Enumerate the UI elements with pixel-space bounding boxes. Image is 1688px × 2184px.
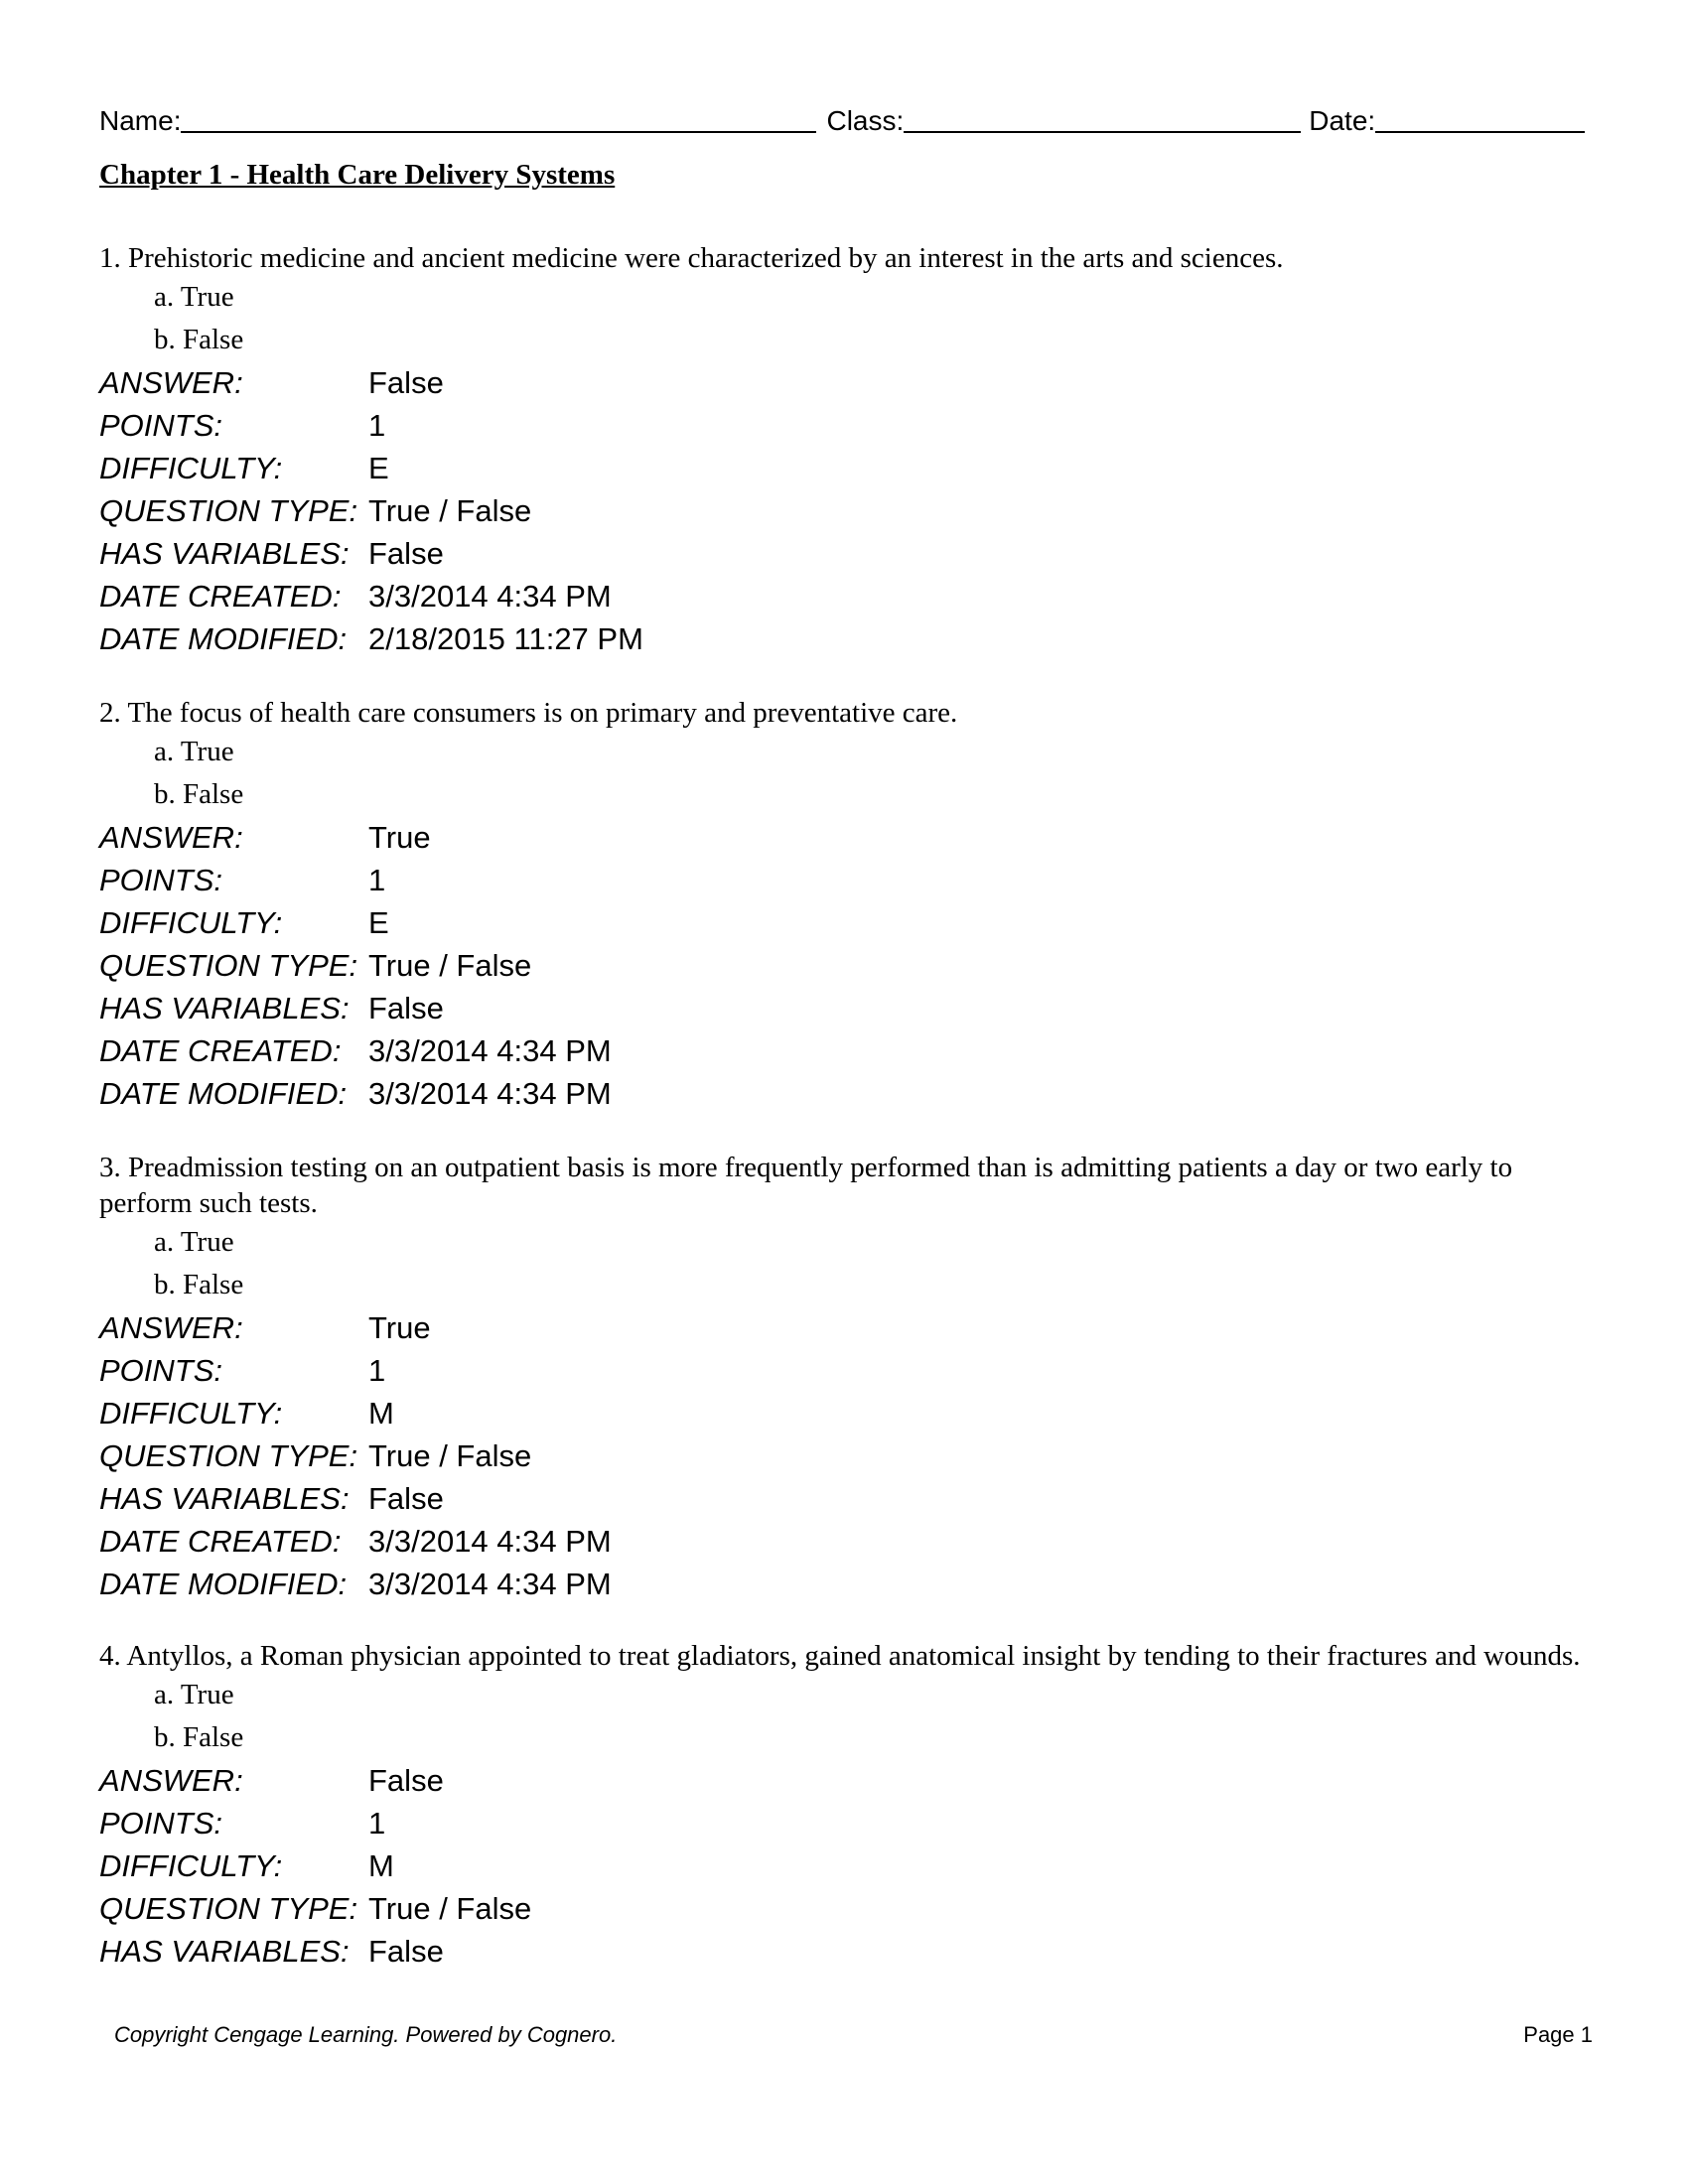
meta-value: 3/3/2014 4:34 PM	[368, 1076, 612, 1111]
choice-true: a. True	[154, 1679, 234, 1710]
meta-label: QUESTION TYPE:	[99, 1438, 358, 1473]
question-4	[99, 1638, 1589, 1973]
meta-value: 2/18/2015 11:27 PM	[368, 621, 643, 656]
meta-difficulty	[99, 1844, 1589, 1887]
meta-value: 1	[368, 863, 386, 897]
meta-label: ANSWER:	[99, 1310, 243, 1345]
meta-label: HAS VARIABLES:	[99, 1934, 350, 1969]
footer-copyright: Copyright Cengage Learning. Powered by Cognero.	[114, 2022, 618, 2047]
meta-value: True / False	[368, 948, 532, 983]
meta-label: DIFFICULTY:	[99, 905, 283, 940]
question-text: 4. Antyllos, a Roman physician appointed to treat gladiators, gained anatomical insight by tending to their fractures and wounds.	[99, 1640, 1581, 1672]
meta-points	[99, 859, 1589, 901]
meta-difficulty	[99, 901, 1589, 944]
meta-label: HAS VARIABLES:	[99, 1481, 350, 1516]
class-blank-line	[904, 101, 1301, 133]
meta-has-variables	[99, 1930, 1589, 1973]
meta-value: True / False	[368, 493, 532, 528]
meta-label: DATE CREATED:	[99, 579, 342, 614]
name-blank-line	[181, 101, 816, 133]
meta-question-type	[99, 944, 1589, 987]
meta-label: ANSWER:	[99, 820, 243, 855]
meta-difficulty	[99, 1392, 1589, 1434]
choice-false: b. False	[154, 324, 244, 355]
meta-value: 1	[368, 1806, 386, 1841]
question-3	[99, 1150, 1589, 1605]
choice-false: b. False	[154, 1721, 244, 1753]
meta-value: True / False	[368, 1438, 532, 1473]
question-text: 2. The focus of health care consumers is on primary and preventative care.	[99, 697, 958, 729]
meta-value: 1	[368, 408, 386, 443]
meta-value: M	[368, 1848, 394, 1883]
meta-value: True	[368, 820, 431, 855]
choice-false: b. False	[154, 778, 244, 810]
meta-has-variables	[99, 1477, 1589, 1520]
meta-value: True	[368, 1310, 431, 1345]
meta-date-created	[99, 1029, 1589, 1072]
meta-label: DIFFICULTY:	[99, 1848, 283, 1883]
student-info-header	[99, 97, 1585, 137]
meta-label: POINTS:	[99, 863, 223, 897]
class-label: Class:	[826, 105, 905, 136]
meta-value: 3/3/2014 4:34 PM	[368, 1524, 612, 1559]
meta-value: E	[368, 905, 389, 940]
meta-date-modified	[99, 1072, 1589, 1115]
meta-label: DATE CREATED:	[99, 1033, 342, 1068]
meta-label: ANSWER:	[99, 1763, 243, 1798]
footer-page-number: Page 1	[1523, 2022, 1593, 2047]
question-text: 1. Prehistoric medicine and ancient medicine were characterized by an interest in the arts and sciences.	[99, 242, 1284, 274]
meta-has-variables	[99, 987, 1589, 1029]
meta-question-type	[99, 1887, 1589, 1930]
meta-value: True / False	[368, 1891, 532, 1926]
name-label: Name:	[99, 105, 182, 136]
meta-points	[99, 404, 1589, 447]
meta-answer	[99, 361, 1589, 404]
meta-value: False	[368, 536, 444, 571]
meta-value: 1	[368, 1353, 386, 1388]
meta-value: False	[368, 1763, 444, 1798]
meta-value: False	[368, 1934, 444, 1969]
meta-label: DATE MODIFIED:	[99, 1567, 348, 1601]
meta-difficulty	[99, 447, 1589, 489]
meta-answer	[99, 1759, 1589, 1802]
meta-label: QUESTION TYPE:	[99, 493, 358, 528]
meta-question-type	[99, 489, 1589, 532]
question-text: 3. Preadmission testing on an outpatient basis is more frequently performed than is admitting patients a day or two early to perform such tests.	[99, 1152, 1513, 1219]
meta-value: 3/3/2014 4:34 PM	[368, 579, 612, 614]
meta-label: HAS VARIABLES:	[99, 536, 350, 571]
meta-points	[99, 1802, 1589, 1844]
meta-question-type	[99, 1434, 1589, 1477]
meta-date-created	[99, 575, 1589, 617]
meta-value: M	[368, 1396, 394, 1431]
meta-label: DATE MODIFIED:	[99, 1076, 348, 1111]
meta-label: DATE CREATED:	[99, 1524, 342, 1559]
meta-points	[99, 1349, 1589, 1392]
meta-label: POINTS:	[99, 1353, 223, 1388]
meta-label: HAS VARIABLES:	[99, 991, 350, 1025]
question-2	[99, 695, 1589, 1115]
meta-label: DATE MODIFIED:	[99, 621, 348, 656]
meta-value: E	[368, 451, 389, 485]
meta-label: POINTS:	[99, 408, 223, 443]
meta-answer	[99, 1306, 1589, 1349]
meta-date-created	[99, 1520, 1589, 1563]
meta-label: DIFFICULTY:	[99, 1396, 283, 1431]
choice-true: a. True	[154, 281, 234, 313]
meta-date-modified	[99, 1563, 1589, 1605]
meta-label: DIFFICULTY:	[99, 451, 283, 485]
meta-answer	[99, 816, 1589, 859]
meta-has-variables	[99, 532, 1589, 575]
date-blank-line	[1375, 101, 1585, 133]
meta-label: QUESTION TYPE:	[99, 1891, 358, 1926]
meta-value: False	[368, 991, 444, 1025]
meta-value: False	[368, 1481, 444, 1516]
meta-value: 3/3/2014 4:34 PM	[368, 1033, 612, 1068]
meta-date-modified	[99, 617, 1589, 660]
meta-label: POINTS:	[99, 1806, 223, 1841]
question-1	[99, 240, 1589, 660]
meta-label: ANSWER:	[99, 365, 243, 400]
meta-label: QUESTION TYPE:	[99, 948, 358, 983]
choice-false: b. False	[154, 1269, 244, 1300]
date-label: Date:	[1309, 105, 1376, 136]
choice-true: a. True	[154, 1226, 234, 1258]
choice-true: a. True	[154, 736, 234, 767]
meta-value: 3/3/2014 4:34 PM	[368, 1567, 612, 1601]
chapter-title: Chapter 1 - Health Care Delivery Systems	[99, 159, 616, 191]
meta-value: False	[368, 365, 444, 400]
